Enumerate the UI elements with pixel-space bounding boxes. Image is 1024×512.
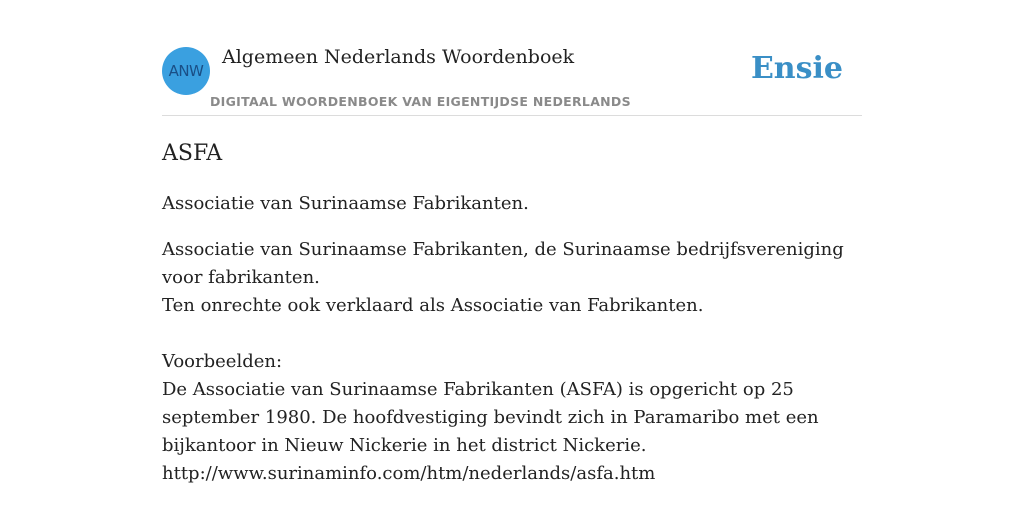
source-url[interactable]: http://www.surinaminfo.com/htm/nederlands/asfa.htm — [162, 463, 656, 484]
definition-line-2: Ten onrechte ook verklaard als Associatie van Fabrikanten. — [162, 295, 704, 316]
site-subtitle: DIGITAAL WOORDENBOEK VAN EIGENTIJDSE NEDERLANDS — [210, 94, 631, 109]
definition-line-1: Associatie van Surinaamse Fabrikanten, de Surinaamse bedrijfsvereniging voor fabrikanten. — [162, 239, 844, 288]
example-text: De Associatie van Surinaamse Fabrikanten (ASFA) is opgericht op 25 september 1980. De hoofdvestiging bevindt zich in Paramaribo met een bijkantoor in Nieuw Nickerie in het district Nickerie. — [162, 379, 819, 456]
spacer — [162, 320, 862, 348]
entry-content — [162, 136, 862, 488]
logo-text: ANW — [168, 62, 204, 80]
header-divider — [162, 115, 862, 116]
short-definition: Associatie van Surinaamse Fabrikanten. — [162, 193, 529, 214]
ensie-brand-link[interactable]: Ensie — [750, 51, 843, 86]
headword: ASFA — [162, 141, 223, 166]
site-title[interactable]: Algemeen Nederlands Woordenboek — [222, 46, 575, 68]
examples-label: Voorbeelden: — [162, 351, 283, 372]
long-definition — [162, 236, 862, 488]
anw-logo[interactable] — [162, 47, 210, 95]
